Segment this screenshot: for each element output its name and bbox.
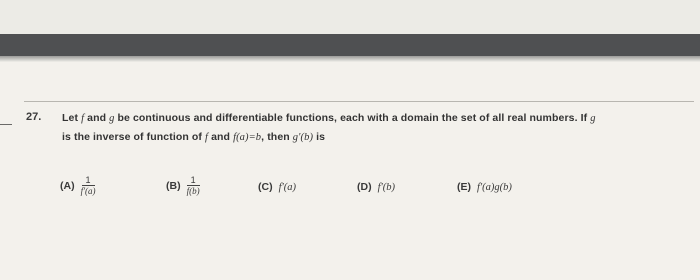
- fraction-numerator: 1: [82, 175, 95, 186]
- option-c-value: f'(a): [278, 181, 296, 193]
- math-fa-equals-b: f(a)=b: [233, 132, 262, 143]
- option-e[interactable]: [457, 181, 512, 193]
- option-d-label: (D): [357, 181, 372, 193]
- question-text-line-2: [62, 131, 325, 143]
- text-segment: Let: [62, 112, 82, 124]
- band-shadow: [0, 56, 700, 62]
- dark-header-band: [0, 34, 700, 56]
- text-segment: , then: [261, 131, 293, 143]
- option-e-label: (E): [457, 181, 471, 193]
- math-f: f: [205, 132, 209, 143]
- option-a[interactable]: [60, 175, 96, 196]
- option-b[interactable]: [166, 175, 200, 196]
- question-number: 27.: [26, 111, 42, 123]
- option-e-value: f'(a)g(b): [477, 181, 512, 193]
- option-d[interactable]: [357, 181, 395, 193]
- option-a-label: (A): [60, 179, 75, 192]
- option-b-label: (B): [166, 179, 181, 192]
- option-b-fraction: [187, 175, 200, 196]
- option-c[interactable]: [258, 181, 296, 193]
- text-segment: is: [313, 131, 326, 143]
- text-segment: and: [84, 112, 110, 124]
- text-segment: and: [208, 131, 234, 143]
- text-segment: is the inverse of function of: [62, 131, 206, 143]
- math-g: g: [590, 113, 596, 124]
- top-margin: [0, 0, 700, 34]
- text-segment: be continuous and differentiable functions, each with a domain the set of all real numbers. If: [114, 112, 591, 124]
- option-c-label: (C): [258, 181, 273, 193]
- question-text-line-1: [62, 112, 596, 124]
- separator-line: [24, 101, 694, 102]
- math-g-prime-b: g'(b): [292, 132, 314, 143]
- math-g: g: [109, 113, 115, 124]
- margin-tick: [0, 124, 12, 125]
- fraction-denominator: f(b): [186, 186, 200, 196]
- fraction-denominator: f'(a): [80, 186, 96, 196]
- option-a-fraction: [81, 175, 96, 196]
- option-d-value: f'(b): [377, 181, 395, 193]
- math-f: f: [81, 113, 85, 124]
- fraction-numerator: 1: [187, 175, 200, 186]
